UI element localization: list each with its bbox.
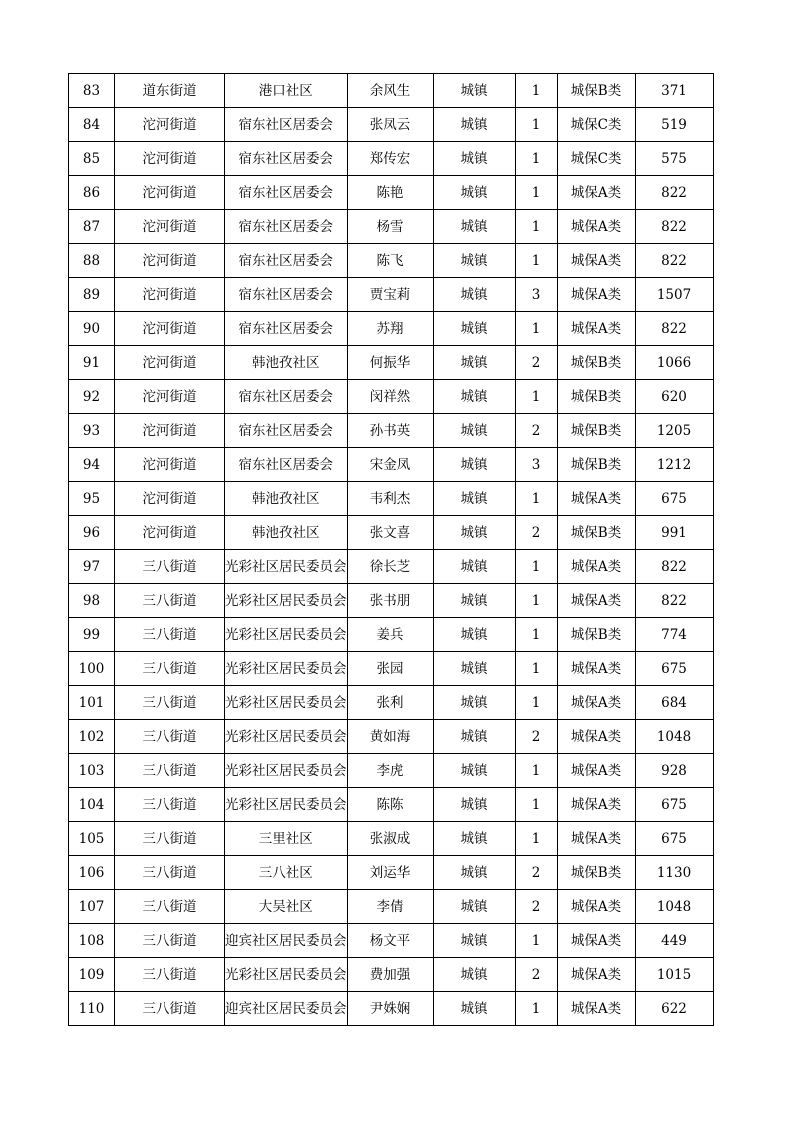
table-row bbox=[69, 210, 714, 244]
amount-cell: 620 bbox=[635, 380, 713, 414]
name-cell: 姜兵 bbox=[347, 618, 433, 652]
row-number: 98 bbox=[69, 584, 115, 618]
community-cell: 宿东社区居委会 bbox=[225, 176, 348, 210]
street-cell: 沱河街道 bbox=[115, 278, 225, 312]
name-cell: 闵祥然 bbox=[347, 380, 433, 414]
area-type-cell: 城镇 bbox=[433, 414, 515, 448]
household-count-cell: 2 bbox=[515, 958, 557, 992]
area-type-cell: 城镇 bbox=[433, 448, 515, 482]
amount-cell: 675 bbox=[635, 822, 713, 856]
row-number: 92 bbox=[69, 380, 115, 414]
street-cell: 三八街道 bbox=[115, 890, 225, 924]
area-type-cell: 城镇 bbox=[433, 482, 515, 516]
row-number: 101 bbox=[69, 686, 115, 720]
category-cell: 城保A类 bbox=[557, 890, 635, 924]
table-row bbox=[69, 822, 714, 856]
area-type-cell: 城镇 bbox=[433, 720, 515, 754]
row-number: 100 bbox=[69, 652, 115, 686]
street-cell: 三八街道 bbox=[115, 686, 225, 720]
table-row bbox=[69, 380, 714, 414]
category-cell: 城保B类 bbox=[557, 380, 635, 414]
area-type-cell: 城镇 bbox=[433, 754, 515, 788]
category-cell: 城保B类 bbox=[557, 516, 635, 550]
category-cell: 城保A类 bbox=[557, 754, 635, 788]
household-count-cell: 1 bbox=[515, 618, 557, 652]
name-cell: 余风生 bbox=[347, 74, 433, 108]
street-cell: 沱河街道 bbox=[115, 244, 225, 278]
household-count-cell: 1 bbox=[515, 380, 557, 414]
name-cell: 张书朋 bbox=[347, 584, 433, 618]
table-row bbox=[69, 686, 714, 720]
category-cell: 城保B类 bbox=[557, 618, 635, 652]
name-cell: 郑传宏 bbox=[347, 142, 433, 176]
street-cell: 三八街道 bbox=[115, 618, 225, 652]
row-number: 103 bbox=[69, 754, 115, 788]
household-count-cell: 2 bbox=[515, 516, 557, 550]
street-cell: 沱河街道 bbox=[115, 516, 225, 550]
category-cell: 城保A类 bbox=[557, 958, 635, 992]
amount-cell: 684 bbox=[635, 686, 713, 720]
name-cell: 黄如海 bbox=[347, 720, 433, 754]
household-count-cell: 1 bbox=[515, 176, 557, 210]
community-cell: 大吴社区 bbox=[225, 890, 348, 924]
name-cell: 李虎 bbox=[347, 754, 433, 788]
area-type-cell: 城镇 bbox=[433, 822, 515, 856]
row-number: 90 bbox=[69, 312, 115, 346]
amount-cell: 675 bbox=[635, 482, 713, 516]
row-number: 87 bbox=[69, 210, 115, 244]
street-cell: 沱河街道 bbox=[115, 448, 225, 482]
area-type-cell: 城镇 bbox=[433, 346, 515, 380]
amount-cell: 1507 bbox=[635, 278, 713, 312]
name-cell: 李倩 bbox=[347, 890, 433, 924]
household-count-cell: 1 bbox=[515, 992, 557, 1026]
community-cell: 光彩社区居民委员会 bbox=[225, 720, 348, 754]
amount-cell: 675 bbox=[635, 652, 713, 686]
street-cell: 三八街道 bbox=[115, 958, 225, 992]
area-type-cell: 城镇 bbox=[433, 958, 515, 992]
row-number: 102 bbox=[69, 720, 115, 754]
row-number: 99 bbox=[69, 618, 115, 652]
household-count-cell: 1 bbox=[515, 788, 557, 822]
street-cell: 三八街道 bbox=[115, 992, 225, 1026]
community-cell: 宿东社区居委会 bbox=[225, 312, 348, 346]
amount-cell: 822 bbox=[635, 312, 713, 346]
area-type-cell: 城镇 bbox=[433, 516, 515, 550]
household-count-cell: 1 bbox=[515, 108, 557, 142]
community-cell: 韩池孜社区 bbox=[225, 516, 348, 550]
street-cell: 三八街道 bbox=[115, 856, 225, 890]
community-cell: 光彩社区居民委员会 bbox=[225, 754, 348, 788]
area-type-cell: 城镇 bbox=[433, 74, 515, 108]
household-count-cell: 1 bbox=[515, 754, 557, 788]
category-cell: 城保A类 bbox=[557, 312, 635, 346]
area-type-cell: 城镇 bbox=[433, 856, 515, 890]
name-cell: 苏翔 bbox=[347, 312, 433, 346]
amount-cell: 1205 bbox=[635, 414, 713, 448]
amount-cell: 519 bbox=[635, 108, 713, 142]
amount-cell: 1015 bbox=[635, 958, 713, 992]
table-row bbox=[69, 958, 714, 992]
household-count-cell: 1 bbox=[515, 550, 557, 584]
table-row bbox=[69, 176, 714, 210]
name-cell: 孙书英 bbox=[347, 414, 433, 448]
area-type-cell: 城镇 bbox=[433, 176, 515, 210]
community-cell: 三八社区 bbox=[225, 856, 348, 890]
area-type-cell: 城镇 bbox=[433, 210, 515, 244]
amount-cell: 928 bbox=[635, 754, 713, 788]
table-row bbox=[69, 312, 714, 346]
community-cell: 光彩社区居民委员会 bbox=[225, 618, 348, 652]
table-row bbox=[69, 142, 714, 176]
category-cell: 城保A类 bbox=[557, 278, 635, 312]
street-cell: 沱河街道 bbox=[115, 414, 225, 448]
street-cell: 沱河街道 bbox=[115, 346, 225, 380]
name-cell: 张文喜 bbox=[347, 516, 433, 550]
community-cell: 宿东社区居委会 bbox=[225, 244, 348, 278]
street-cell: 沱河街道 bbox=[115, 108, 225, 142]
street-cell: 三八街道 bbox=[115, 584, 225, 618]
amount-cell: 822 bbox=[635, 244, 713, 278]
category-cell: 城保B类 bbox=[557, 856, 635, 890]
category-cell: 城保B类 bbox=[557, 74, 635, 108]
row-number: 83 bbox=[69, 74, 115, 108]
row-number: 109 bbox=[69, 958, 115, 992]
row-number: 108 bbox=[69, 924, 115, 958]
table-row bbox=[69, 482, 714, 516]
name-cell: 张淑成 bbox=[347, 822, 433, 856]
table-row bbox=[69, 516, 714, 550]
community-cell: 宿东社区居委会 bbox=[225, 108, 348, 142]
area-type-cell: 城镇 bbox=[433, 278, 515, 312]
category-cell: 城保B类 bbox=[557, 346, 635, 380]
data-table bbox=[68, 73, 714, 1026]
category-cell: 城保C类 bbox=[557, 108, 635, 142]
area-type-cell: 城镇 bbox=[433, 550, 515, 584]
street-cell: 三八街道 bbox=[115, 720, 225, 754]
name-cell: 何振华 bbox=[347, 346, 433, 380]
community-cell: 韩池孜社区 bbox=[225, 346, 348, 380]
amount-cell: 575 bbox=[635, 142, 713, 176]
street-cell: 三八街道 bbox=[115, 550, 225, 584]
row-number: 89 bbox=[69, 278, 115, 312]
community-cell: 光彩社区居民委员会 bbox=[225, 958, 348, 992]
street-cell: 道东街道 bbox=[115, 74, 225, 108]
row-number: 107 bbox=[69, 890, 115, 924]
community-cell: 光彩社区居民委员会 bbox=[225, 550, 348, 584]
area-type-cell: 城镇 bbox=[433, 380, 515, 414]
name-cell: 陈陈 bbox=[347, 788, 433, 822]
amount-cell: 774 bbox=[635, 618, 713, 652]
category-cell: 城保C类 bbox=[557, 142, 635, 176]
area-type-cell: 城镇 bbox=[433, 924, 515, 958]
area-type-cell: 城镇 bbox=[433, 312, 515, 346]
community-cell: 韩池孜社区 bbox=[225, 482, 348, 516]
row-number: 86 bbox=[69, 176, 115, 210]
table-row bbox=[69, 788, 714, 822]
street-cell: 三八街道 bbox=[115, 754, 225, 788]
amount-cell: 822 bbox=[635, 584, 713, 618]
area-type-cell: 城镇 bbox=[433, 618, 515, 652]
name-cell: 宋金凤 bbox=[347, 448, 433, 482]
street-cell: 沱河街道 bbox=[115, 482, 225, 516]
category-cell: 城保A类 bbox=[557, 584, 635, 618]
row-number: 105 bbox=[69, 822, 115, 856]
row-number: 88 bbox=[69, 244, 115, 278]
community-cell: 宿东社区居委会 bbox=[225, 380, 348, 414]
amount-cell: 991 bbox=[635, 516, 713, 550]
household-count-cell: 1 bbox=[515, 652, 557, 686]
household-count-cell: 1 bbox=[515, 142, 557, 176]
amount-cell: 371 bbox=[635, 74, 713, 108]
table-row bbox=[69, 992, 714, 1026]
category-cell: 城保A类 bbox=[557, 924, 635, 958]
name-cell: 徐长芝 bbox=[347, 550, 433, 584]
table-row bbox=[69, 652, 714, 686]
household-count-cell: 1 bbox=[515, 74, 557, 108]
table-row bbox=[69, 278, 714, 312]
household-count-cell: 2 bbox=[515, 414, 557, 448]
name-cell: 杨雪 bbox=[347, 210, 433, 244]
category-cell: 城保A类 bbox=[557, 992, 635, 1026]
household-count-cell: 1 bbox=[515, 924, 557, 958]
household-count-cell: 1 bbox=[515, 822, 557, 856]
community-cell: 三里社区 bbox=[225, 822, 348, 856]
area-type-cell: 城镇 bbox=[433, 244, 515, 278]
community-cell: 宿东社区居委会 bbox=[225, 414, 348, 448]
amount-cell: 1212 bbox=[635, 448, 713, 482]
category-cell: 城保B类 bbox=[557, 414, 635, 448]
community-cell: 光彩社区居民委员会 bbox=[225, 584, 348, 618]
street-cell: 三八街道 bbox=[115, 822, 225, 856]
community-cell: 宿东社区居委会 bbox=[225, 142, 348, 176]
amount-cell: 822 bbox=[635, 210, 713, 244]
amount-cell: 622 bbox=[635, 992, 713, 1026]
amount-cell: 675 bbox=[635, 788, 713, 822]
category-cell: 城保A类 bbox=[557, 686, 635, 720]
row-number: 110 bbox=[69, 992, 115, 1026]
street-cell: 三八街道 bbox=[115, 788, 225, 822]
household-count-cell: 2 bbox=[515, 720, 557, 754]
amount-cell: 1130 bbox=[635, 856, 713, 890]
table-row bbox=[69, 856, 714, 890]
household-count-cell: 1 bbox=[515, 482, 557, 516]
row-number: 96 bbox=[69, 516, 115, 550]
row-number: 85 bbox=[69, 142, 115, 176]
name-cell: 尹姝娴 bbox=[347, 992, 433, 1026]
household-count-cell: 1 bbox=[515, 210, 557, 244]
amount-cell: 822 bbox=[635, 550, 713, 584]
street-cell: 沱河街道 bbox=[115, 142, 225, 176]
street-cell: 沱河街道 bbox=[115, 312, 225, 346]
row-number: 93 bbox=[69, 414, 115, 448]
name-cell: 韦利杰 bbox=[347, 482, 433, 516]
household-count-cell: 2 bbox=[515, 856, 557, 890]
category-cell: 城保A类 bbox=[557, 244, 635, 278]
table-row bbox=[69, 550, 714, 584]
category-cell: 城保A类 bbox=[557, 210, 635, 244]
category-cell: 城保A类 bbox=[557, 176, 635, 210]
table-row bbox=[69, 244, 714, 278]
household-count-cell: 1 bbox=[515, 244, 557, 278]
table-row bbox=[69, 414, 714, 448]
row-number: 106 bbox=[69, 856, 115, 890]
street-cell: 三八街道 bbox=[115, 924, 225, 958]
category-cell: 城保A类 bbox=[557, 788, 635, 822]
street-cell: 三八街道 bbox=[115, 652, 225, 686]
community-cell: 宿东社区居委会 bbox=[225, 278, 348, 312]
name-cell: 杨文平 bbox=[347, 924, 433, 958]
category-cell: 城保A类 bbox=[557, 550, 635, 584]
table-row bbox=[69, 346, 714, 380]
amount-cell: 822 bbox=[635, 176, 713, 210]
row-number: 97 bbox=[69, 550, 115, 584]
table-row bbox=[69, 890, 714, 924]
area-type-cell: 城镇 bbox=[433, 686, 515, 720]
community-cell: 宿东社区居委会 bbox=[225, 210, 348, 244]
table-row bbox=[69, 924, 714, 958]
household-count-cell: 1 bbox=[515, 312, 557, 346]
street-cell: 沱河街道 bbox=[115, 176, 225, 210]
category-cell: 城保A类 bbox=[557, 652, 635, 686]
household-count-cell: 3 bbox=[515, 278, 557, 312]
name-cell: 刘运华 bbox=[347, 856, 433, 890]
table-row bbox=[69, 584, 714, 618]
area-type-cell: 城镇 bbox=[433, 992, 515, 1026]
name-cell: 陈艳 bbox=[347, 176, 433, 210]
name-cell: 张园 bbox=[347, 652, 433, 686]
table-row bbox=[69, 448, 714, 482]
amount-cell: 1048 bbox=[635, 890, 713, 924]
amount-cell: 1066 bbox=[635, 346, 713, 380]
name-cell: 陈飞 bbox=[347, 244, 433, 278]
category-cell: 城保A类 bbox=[557, 482, 635, 516]
row-number: 94 bbox=[69, 448, 115, 482]
table-row bbox=[69, 74, 714, 108]
table-row bbox=[69, 720, 714, 754]
area-type-cell: 城镇 bbox=[433, 652, 515, 686]
table-row bbox=[69, 108, 714, 142]
amount-cell: 1048 bbox=[635, 720, 713, 754]
area-type-cell: 城镇 bbox=[433, 584, 515, 618]
household-count-cell: 2 bbox=[515, 346, 557, 380]
area-type-cell: 城镇 bbox=[433, 890, 515, 924]
amount-cell: 449 bbox=[635, 924, 713, 958]
name-cell: 贾宝莉 bbox=[347, 278, 433, 312]
street-cell: 沱河街道 bbox=[115, 380, 225, 414]
category-cell: 城保B类 bbox=[557, 448, 635, 482]
community-cell: 迎宾社区居民委员会 bbox=[225, 992, 348, 1026]
community-cell: 迎宾社区居民委员会 bbox=[225, 924, 348, 958]
row-number: 104 bbox=[69, 788, 115, 822]
category-cell: 城保A类 bbox=[557, 720, 635, 754]
name-cell: 张凤云 bbox=[347, 108, 433, 142]
name-cell: 张利 bbox=[347, 686, 433, 720]
household-count-cell: 3 bbox=[515, 448, 557, 482]
name-cell: 费加强 bbox=[347, 958, 433, 992]
community-cell: 港口社区 bbox=[225, 74, 348, 108]
row-number: 95 bbox=[69, 482, 115, 516]
community-cell: 宿东社区居委会 bbox=[225, 448, 348, 482]
household-count-cell: 2 bbox=[515, 890, 557, 924]
area-type-cell: 城镇 bbox=[433, 108, 515, 142]
street-cell: 沱河街道 bbox=[115, 210, 225, 244]
community-cell: 光彩社区居民委员会 bbox=[225, 788, 348, 822]
household-count-cell: 1 bbox=[515, 584, 557, 618]
area-type-cell: 城镇 bbox=[433, 788, 515, 822]
table-row bbox=[69, 754, 714, 788]
row-number: 91 bbox=[69, 346, 115, 380]
community-cell: 光彩社区居民委员会 bbox=[225, 652, 348, 686]
area-type-cell: 城镇 bbox=[433, 142, 515, 176]
category-cell: 城保A类 bbox=[557, 822, 635, 856]
household-count-cell: 1 bbox=[515, 686, 557, 720]
table-row bbox=[69, 618, 714, 652]
row-number: 84 bbox=[69, 108, 115, 142]
community-cell: 光彩社区居民委员会 bbox=[225, 686, 348, 720]
